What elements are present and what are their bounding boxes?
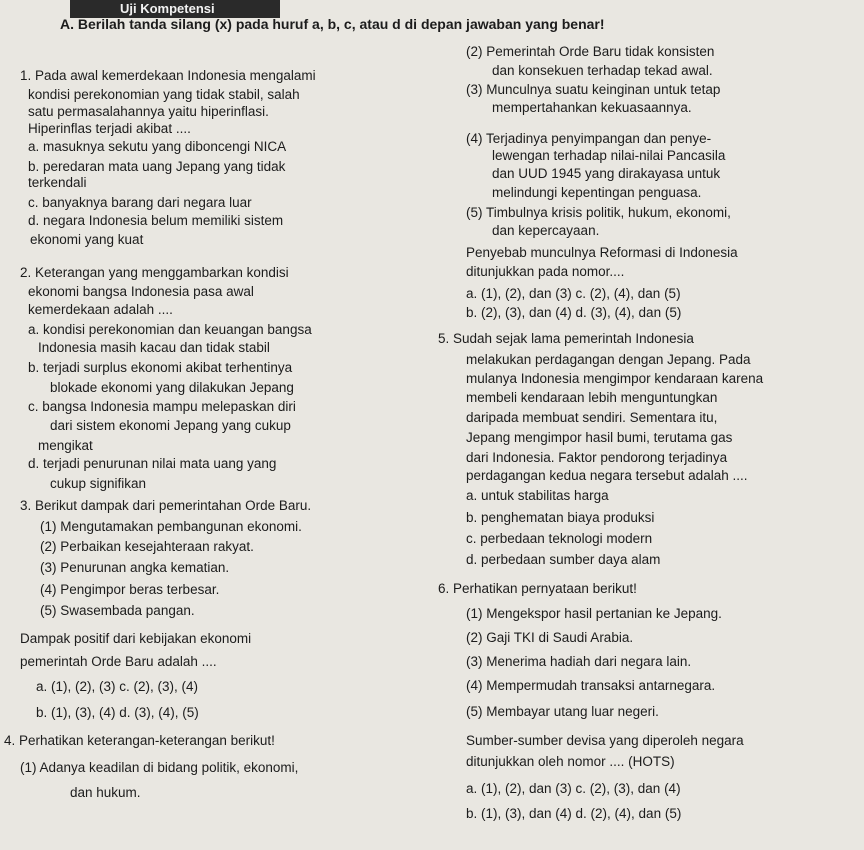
left-text-line: (1) Mengutamakan pembangunan ekonomi. [40,519,302,534]
right-text-line: (3) Menerima hadiah dari negara lain. [466,654,692,669]
left-text-line: satu permasalahannya yaitu hiperinflasi. [28,104,269,119]
right-text-line: d. perbedaan sumber daya alam [466,552,661,567]
left-text-line: ekonomi yang kuat [30,232,144,247]
left-text-line: Dampak positif dari kebijakan ekonomi [20,631,252,646]
right-text-line: a. untuk stabilitas harga [466,488,609,503]
right-text-line: mempertahankan kekuasaannya. [492,100,692,115]
right-text-line: 5. Sudah sejak lama pemerintah Indonesia [438,331,694,346]
right-text-line: melakukan perdagangan dengan Jepang. Pada [466,352,751,367]
right-text-line: dari Indonesia. Faktor pendorong terjadinya [466,450,728,465]
right-text-line: dan kepercayaan. [492,223,600,238]
left-text-line: Hiperinflas terjadi akibat .... [28,121,191,136]
left-text-line: dari sistem ekonomi Jepang yang cukup [50,418,291,433]
right-text-line: (3) Munculnya suatu keinginan untuk tetap [466,82,721,97]
left-text-line: b. (1), (3), (4) d. (3), (4), (5) [36,705,199,720]
left-text-line: mengikat [38,438,93,453]
right-text-line: (2) Pemerintah Orde Baru tidak konsisten [466,44,715,59]
right-text-line: (4) Terjadinya penyimpangan dan penye- [466,131,712,146]
right-text-line: (1) Mengekspor hasil pertanian ke Jepang. [466,606,722,621]
left-text-line: terkendali [28,175,87,190]
right-text-line: membeli kendaraan lebih menguntungkan [466,390,718,405]
left-text-line: b. peredaran mata uang Jepang yang tidak [28,159,286,174]
right-text-line: mulanya Indonesia mengimpor kendaraan karena [466,371,764,386]
left-text-line: kemerdekaan adalah .... [28,302,173,317]
right-text-line: a. (1), (2), dan (3) c. (2), (3), dan (4) [466,781,681,796]
section-header: Uji Kompetensi [70,0,280,18]
right-text-line: ditunjukkan pada nomor.... [466,264,625,279]
left-text-line: (4) Pengimpor beras terbesar. [40,582,220,597]
section-instruction: A. Berilah tanda silang (x) pada huruf a, b, c, atau d di depan jawaban yang benar! [60,16,605,32]
left-text-line: pemerintah Orde Baru adalah .... [20,654,217,669]
right-text-line: dan konsekuen terhadap tekad awal. [492,63,713,78]
left-text-line: blokade ekonomi yang dilakukan Jepang [50,380,294,395]
left-text-line: 4. Perhatikan keterangan-keterangan berikut! [4,733,275,748]
left-text-line: (1) Adanya keadilan di bidang politik, ekonomi, [20,760,299,775]
right-text-line: (4) Mempermudah transaksi antarnegara. [466,678,716,693]
right-text-line: ditunjukkan oleh nomor .... (HOTS) [466,754,675,769]
left-text-line: c. bangsa Indonesia mampu melepaskan diri [28,399,296,414]
left-text-line: cukup signifikan [50,476,147,491]
right-text-line: (5) Membayar utang luar negeri. [466,704,659,719]
left-text-line: ekonomi bangsa Indonesia pasa awal [28,284,254,299]
right-text-line: melindungi kepentingan penguasa. [492,185,702,200]
left-text-line: 2. Keterangan yang menggambarkan kondisi [20,265,289,280]
right-text-line: b. penghematan biaya produksi [466,510,655,525]
right-text-line: Jepang mengimpor hasil bumi, terutama gas [466,430,733,445]
left-text-line: 3. Berikut dampak dari pemerintahan Orde Baru. [20,498,312,513]
left-text-line: dan hukum. [70,785,141,800]
left-text-line: Indonesia masih kacau dan tidak stabil [38,340,270,355]
left-text-line: (5) Swasembada pangan. [40,603,195,618]
right-text-line: dan UUD 1945 yang dirakayasa untuk [492,166,721,181]
left-text-line: d. negara Indonesia belum memiliki sistem [28,213,284,228]
left-text-line: (2) Perbaikan kesejahteraan rakyat. [40,539,254,554]
right-text-line: lewengan terhadap nilai-nilai Pancasila [492,148,726,163]
right-text-line: (2) Gaji TKI di Saudi Arabia. [466,630,634,645]
right-text-line: b. (1), (3), dan (4) d. (2), (4), dan (5) [466,806,682,821]
right-text-line: (5) Timbulnya krisis politik, hukum, ekonomi, [466,205,731,220]
right-text-line: daripada membuat sendiri. Sementara itu, [466,410,718,425]
left-text-line: a. (1), (2), (3) c. (2), (3), (4) [36,679,199,694]
right-text-line: 6. Perhatikan pernyataan berikut! [438,581,637,596]
left-text-line: c. banyaknya barang dari negara luar [28,195,252,210]
right-text-line: Sumber-sumber devisa yang diperoleh negara [466,733,744,748]
left-text-line: 1. Pada awal kemerdekaan Indonesia mengalami [20,68,316,83]
left-text-line: a. masuknya sekutu yang diboncengi NICA [28,139,287,154]
right-text-line: c. perbedaan teknologi modern [466,531,653,546]
left-text-line: kondisi perekonomian yang tidak stabil, salah [28,87,300,102]
left-text-line: a. kondisi perekonomian dan keuangan bangsa [28,322,312,337]
left-text-line: (3) Penurunan angka kematian. [40,560,230,575]
right-text-line: Penyebab munculnya Reformasi di Indonesia [466,245,738,260]
left-text-line: d. terjadi penurunan nilai mata uang yang [28,456,277,471]
right-text-line: a. (1), (2), dan (3) c. (2), (4), dan (5) [466,286,681,301]
right-text-line: perdagangan kedua negara tersebut adalah .... [466,468,748,483]
left-text-line: b. terjadi surplus ekonomi akibat terhentinya [28,360,293,375]
right-text-line: b. (2), (3), dan (4) d. (3), (4), dan (5) [466,305,682,320]
